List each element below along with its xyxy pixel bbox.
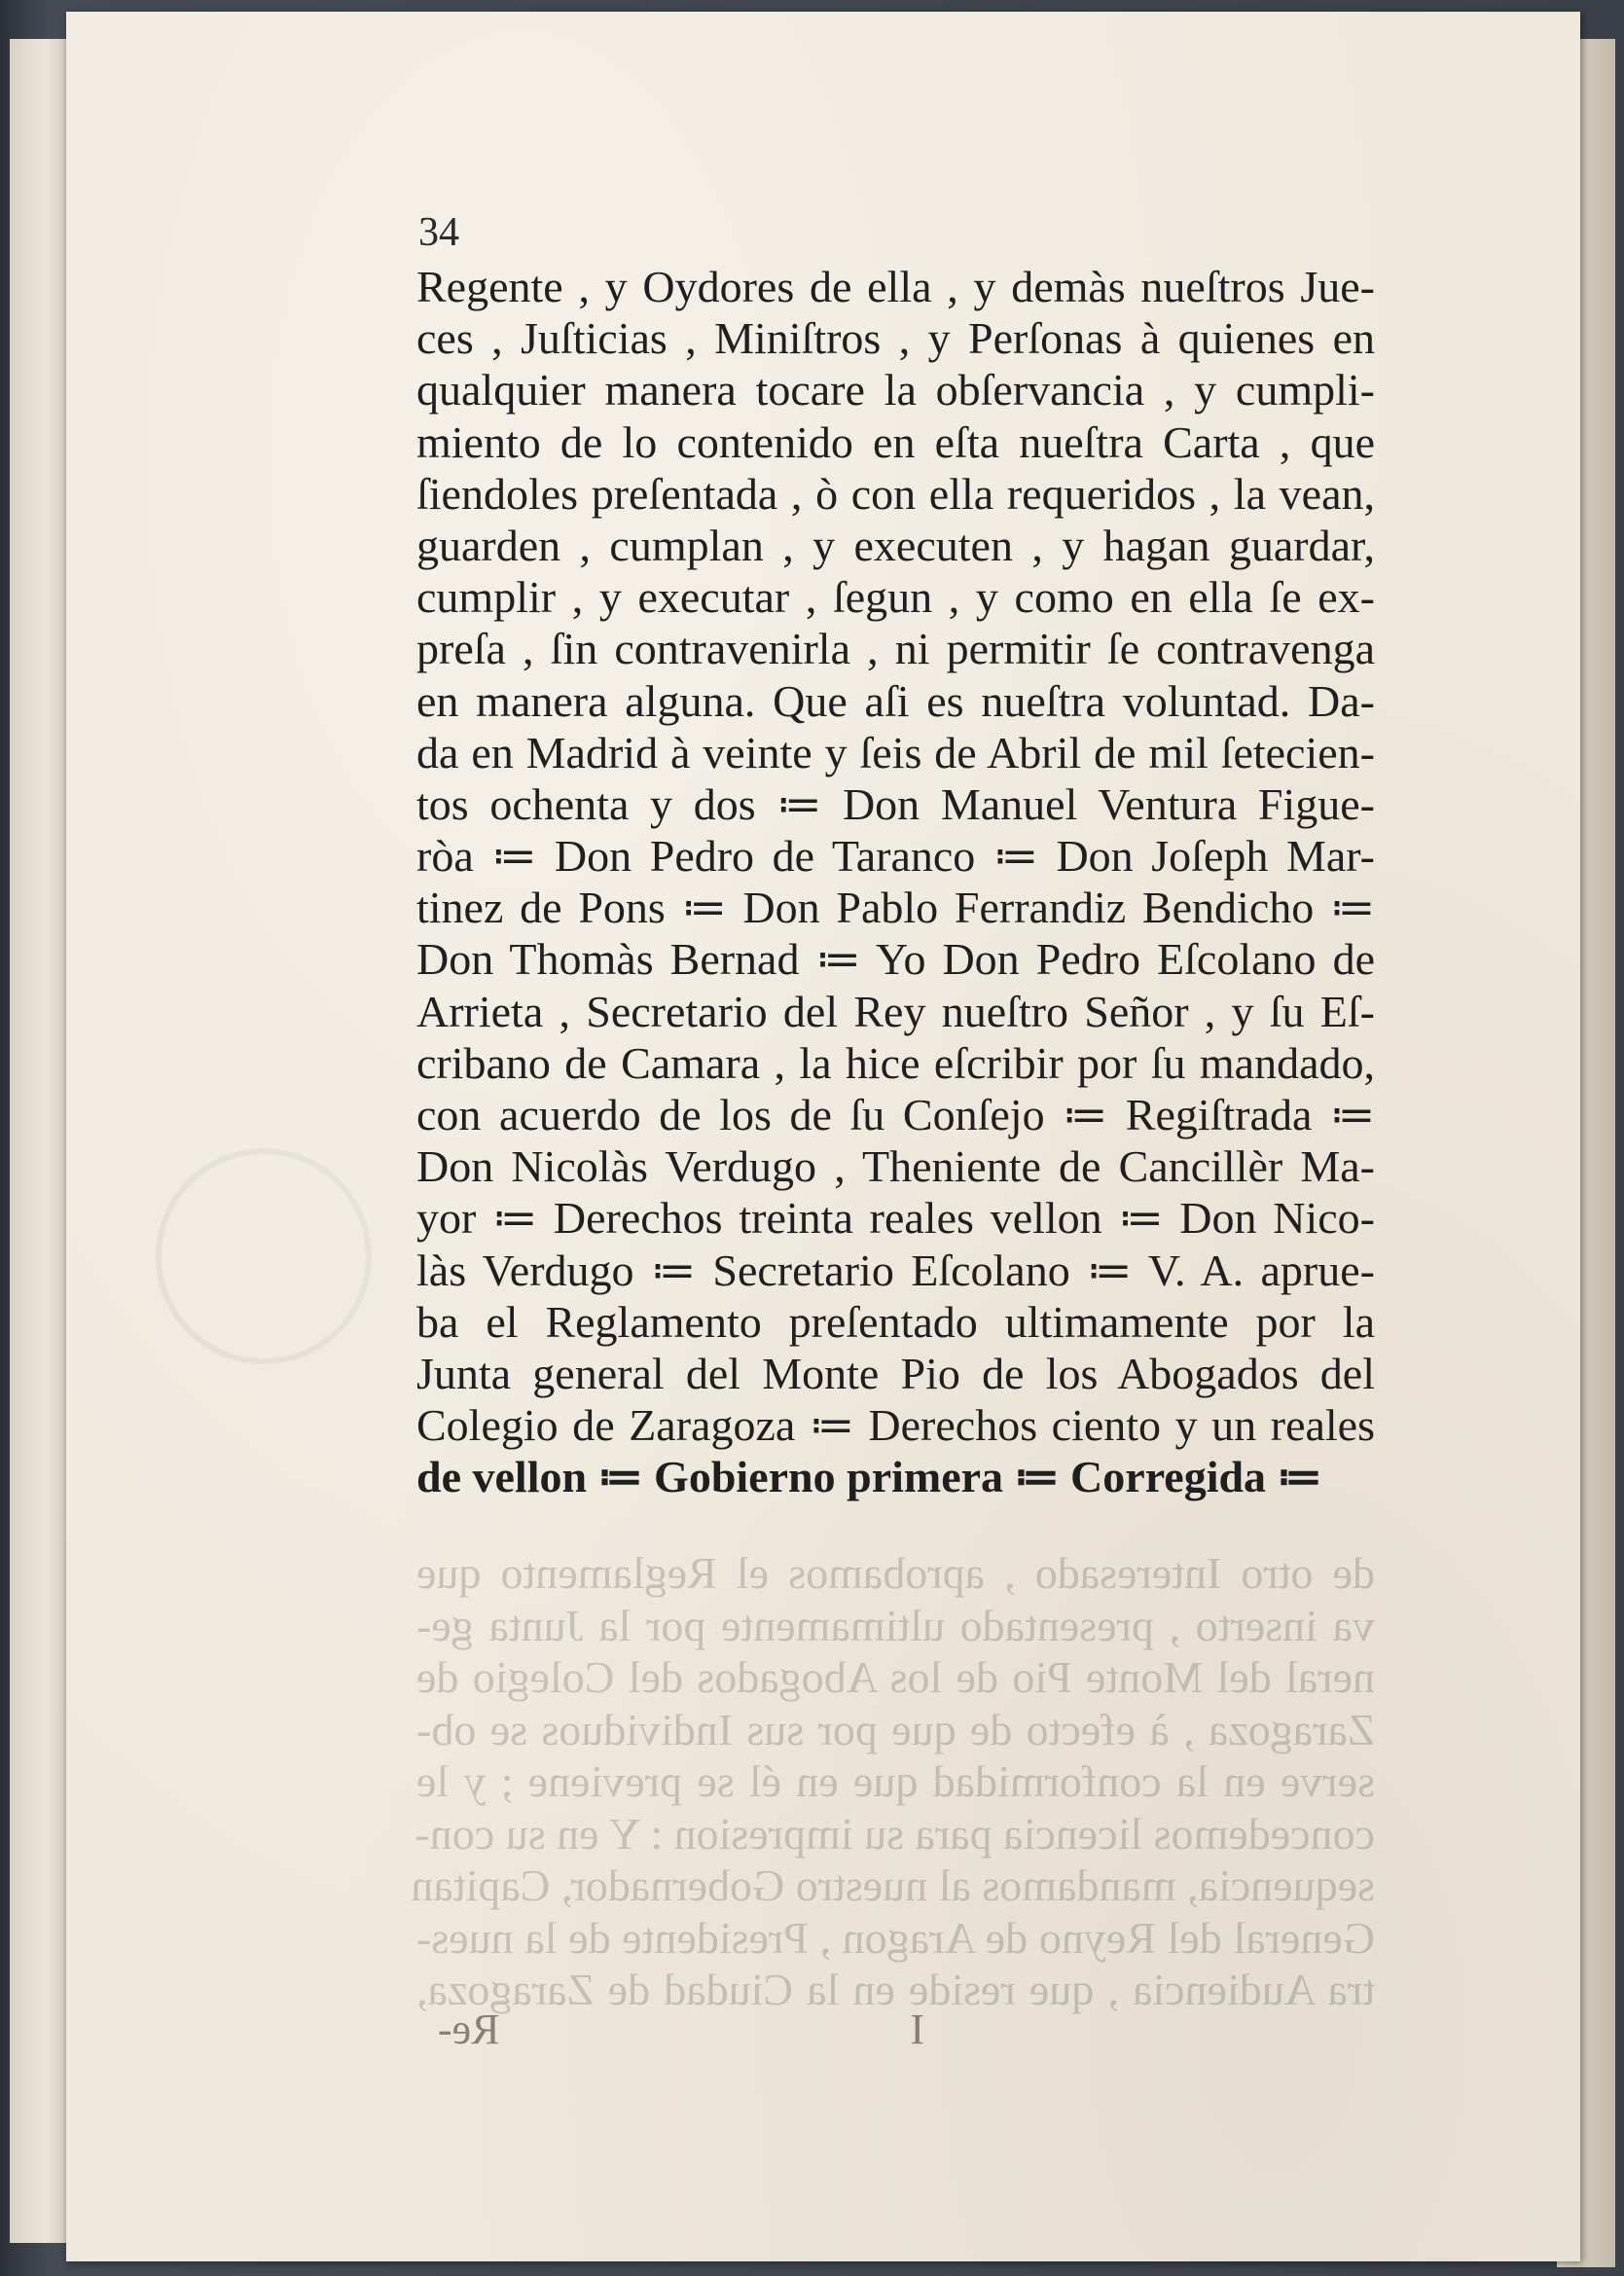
text-line: de vellon ≔ Gobierno primera ≔ Corregida ≔: [416, 1452, 1322, 1502]
text-line: ba el Reglamento preſentado ultimamente por la: [416, 1296, 1375, 1347]
show-through-line: de otro Interesado , aprobamos el Reglamento que: [416, 1548, 1375, 1598]
show-through-text: [411, 1547, 1375, 2016]
text-line: tinez de Pons ≔ Don Pablo Ferrandiz Bendicho ≔: [416, 883, 1375, 933]
book-spine: [10, 39, 71, 2243]
text-line: qualquier manera tocare la obſervancia , y cumpli-: [416, 365, 1375, 415]
show-through-footer: [438, 2005, 924, 2054]
text-line: cribano de Camara , la hice eſcribir por ſu mandado,: [416, 1037, 1375, 1088]
page-number: 34: [418, 210, 459, 255]
text-line: Colegio de Zaragoza ≔ Derechos ciento y un reales: [416, 1400, 1375, 1451]
text-line: ces , Juſticias , Miniſtros , y Perſonas à quienes en: [416, 313, 1375, 364]
text-line: ròa ≔ Don Pedro de Taranco ≔ Don Joſeph Mar-: [416, 831, 1375, 882]
text-line: Arrieta , Secretario del Rey nueſtro Señor , y ſu Eſ-: [416, 986, 1375, 1036]
show-through-line: serve en la conformidad que en él se previene ; y le: [416, 1756, 1375, 1806]
show-through-line: va inserto , presentado ultimamente por la Junta ge-: [416, 1600, 1375, 1650]
show-through-line: General del Reyno de Aragon , Presidente de la nues-: [416, 1912, 1375, 1963]
text-line: miento de lo contenido en eſta nueſtra Carta , que: [416, 416, 1375, 467]
faded-stamp: [156, 1148, 372, 1364]
show-through-signature: I: [910, 2005, 924, 2053]
text-line: Junta general del Monte Pio de los Abogados del: [416, 1348, 1375, 1398]
text-line: Don Thomàs Bernad ≔ Yo Don Pedro Eſcolano de: [416, 934, 1375, 985]
show-through-line: neral del Monte Pio de los Abogados del Colegio de: [416, 1652, 1375, 1702]
text-line: guarden , cumplan , y executen , y hagan guardar,: [416, 520, 1375, 570]
text-line: tos ochenta y dos ≔ Don Manuel Ventura Figue-: [416, 778, 1375, 829]
show-through-line: concedemos licencia para su impresion : Y en su con-: [415, 1808, 1375, 1859]
text-line: làs Verdugo ≔ Secretario Eſcolano ≔ V. A. aprue-: [416, 1245, 1375, 1295]
body-text: [416, 261, 1375, 1503]
text-line: preſa , ſin contravenirla , ni permitir ſe contravenga: [416, 624, 1375, 674]
text-line: yor ≔ Derechos treinta reales vellon ≔ Don Nico-: [416, 1193, 1375, 1244]
show-through-catchword: Re-: [438, 2005, 500, 2053]
text-line: en manera alguna. Que aſi es nueſtra voluntad. Da-: [416, 675, 1375, 726]
text-line: cumplir , y executar , ſegun , y como en ella ſe ex-: [416, 572, 1375, 623]
text-line: Regente , y Oydores de ella , y demàs nueſtros Jue-: [416, 262, 1375, 311]
text-line: Don Nicolàs Verdugo , Theniente de Cancillèr Ma-: [416, 1141, 1375, 1192]
show-through-line: tra Audiencia , que reside en la Ciudad de Zaragoza,: [416, 1965, 1375, 2014]
show-through-line: sequencia, mandamos al nuestro Gobernador, Capitan: [411, 1861, 1375, 1910]
text-line: ſiendoles preſentada , ò con ella requeridos , la vean,: [416, 468, 1375, 519]
text-line: con acuerdo de los de ſu Conſejo ≔ Regiſtrada ≔: [416, 1090, 1375, 1139]
show-through-line: Zaragoza , à efecto de que por sus Individuos se ob-: [416, 1704, 1375, 1754]
text-line: da en Madrid à veinte y ſeis de Abril de mil ſetecien-: [416, 727, 1375, 777]
